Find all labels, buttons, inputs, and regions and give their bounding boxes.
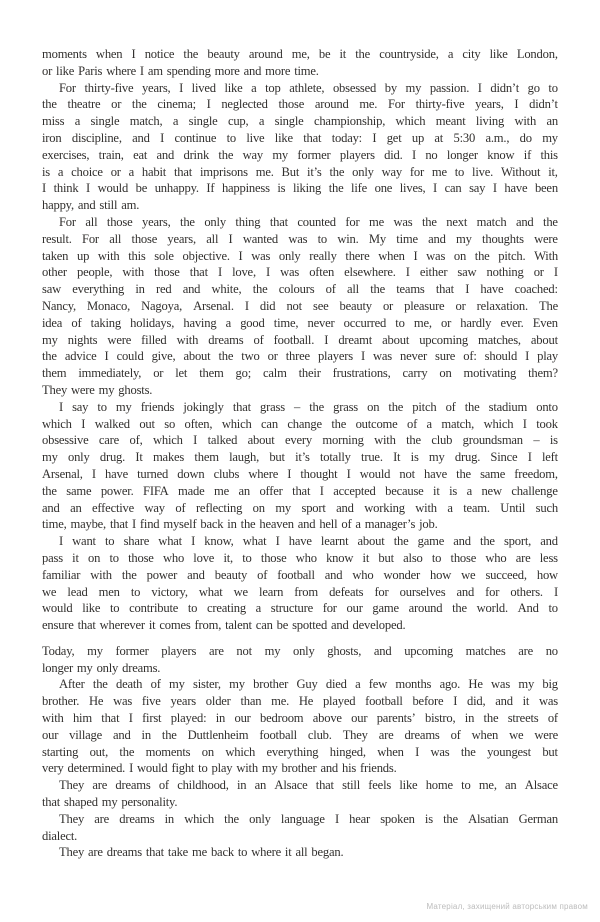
text-line: which I walked out so often, which can change the outcome of a match, which I took [42,416,558,431]
text-line: They are dreams of childhood, in an Alsace that still feels like home to me, an Alsace [59,778,558,793]
text-line: happy, and still am. [42,198,140,213]
text-line: miss a single match, a single cup, a single championship, which meant living with an [42,114,558,129]
text-line: with him that I first played: in our bedroom above our parents’ bistro, in the streets of [42,711,558,726]
text-line: Today, my former players are not my only ghosts, and upcoming matches are no [42,643,558,658]
text-line: very determined. I would fight to play with my brother and his friends. [42,761,397,776]
text-line: For thirty-five years, I lived like a top athlete, obsessed by my passion. I didn’t go to [59,80,558,95]
text-line: ensure that wherever it comes from, talent can be spotted and developed. [42,618,406,633]
text-line: They are dreams in which the only language I hear spoken is the Alsatian German [59,811,558,826]
text-line: moments when I notice the beauty around me, be it the countryside, a city like London, [42,47,558,61]
copyright-notice: Матеріал, захищений авторським правом [426,902,588,911]
text-line: the same power. FIFA made me an offer that I accepted because it is a new challenge [42,483,558,498]
text-line: and an effective way of reflecting on my sport and working with a team. Until such [42,500,558,515]
text-line: I say to my friends jokingly that grass – the grass on the pitch of the stadium onto [59,399,558,414]
text-line: our village and in the Duttlenheim football club. They are dreams of when we were [42,727,558,742]
text-line: They are dreams that take me back to where it all began. [59,845,344,860]
text-line: Arsenal, I have turned down clubs where I thought I would not have the same freedom, [42,466,558,481]
page-text-block [42,46,558,861]
text-line: brother. He was five years older than me. He played football before I did, and it was [42,694,558,709]
text-line: I think I would be unhappy. If happiness is liking the life one lives, I can say I have been [42,181,558,196]
text-line: the theatre or the cinema; I neglected those around me. For thirty-five years, I didn’t [42,97,558,112]
text-line: is a choice or a habit that imprisons me. But it’s the only way for me to live. Without it, [42,164,558,179]
text-line: familiar with the power and beauty of football and who wonder how we succeed, how [42,567,558,582]
text-line: them immediately, or let them go; calm their frustrations, carry on motivating them? [42,366,558,381]
text-line: I want to share what I know, what I have learnt about the game and the sport, and [59,534,558,549]
text-line: or like Paris where I am spending more and more time. [42,63,319,78]
text-line: result. For all those years, all I wanted was to win. My time and my thoughts were [42,231,558,246]
text-line: we lead men to victory, what we learn from defeats for ourselves and for others. I [42,584,558,599]
text-line: pass it on to those who love it, to those who know it but also to those who are less [42,550,558,565]
text-line: For all those years, the only thing that counted for me was the next match and the [59,214,558,229]
text-line: the advice I could give, about the two or three players I was never sure of: should I play [42,349,558,364]
text-line: that shaped my personality. [42,795,178,810]
text-line: time, maybe, that I find myself back in the heaven and hell of a manager’s job. [42,517,438,532]
text-line: Nancy, Monaco, Nagoya, Arsenal. I did not see beauty or pleasure or relaxation. The [42,298,558,313]
section-break [42,634,558,643]
text-line: obsessive care of, which I talked about every morning with the club groundsman – is [42,433,558,448]
text-line: other people, with those that I love, I was often elsewhere. I either saw nothing or I [42,265,558,280]
text-line: After the death of my sister, my brother Guy died a few months ago. He was my big [59,677,558,692]
text-line: exercises, train, eat and drink the way my former players did. I no longer know if this [42,147,558,162]
text-line: iron discipline, and I continue to live like that today: I get up at 5:30 a.m., do my [42,130,558,145]
text-line: would like to contribute to creating a structure for our game around the world. And to [42,601,558,616]
text-line: my only drug. It makes them laugh, but it’s totally true. It is my drug. Since I left [42,450,558,465]
text-line: They were my ghosts. [42,382,153,397]
text-line: saw everything in red and white, the colours of all the teams that I have coached: [42,282,558,297]
text-line: my nights were filled with dreams of football. I dreamt about upcoming matches, about [42,332,558,347]
text-line: taken up with this sole objective. I was only really there when I was on the pitch. With [42,248,558,263]
text-line: starting out, the moments on which everything hinged, when I was the youngest but [42,744,558,759]
text-line: longer my only dreams. [42,660,161,675]
text-line: dialect. [42,828,78,843]
text-line: idea of taking holidays, having a good time, never occurred to me, or hardly ever. Even [42,315,558,330]
